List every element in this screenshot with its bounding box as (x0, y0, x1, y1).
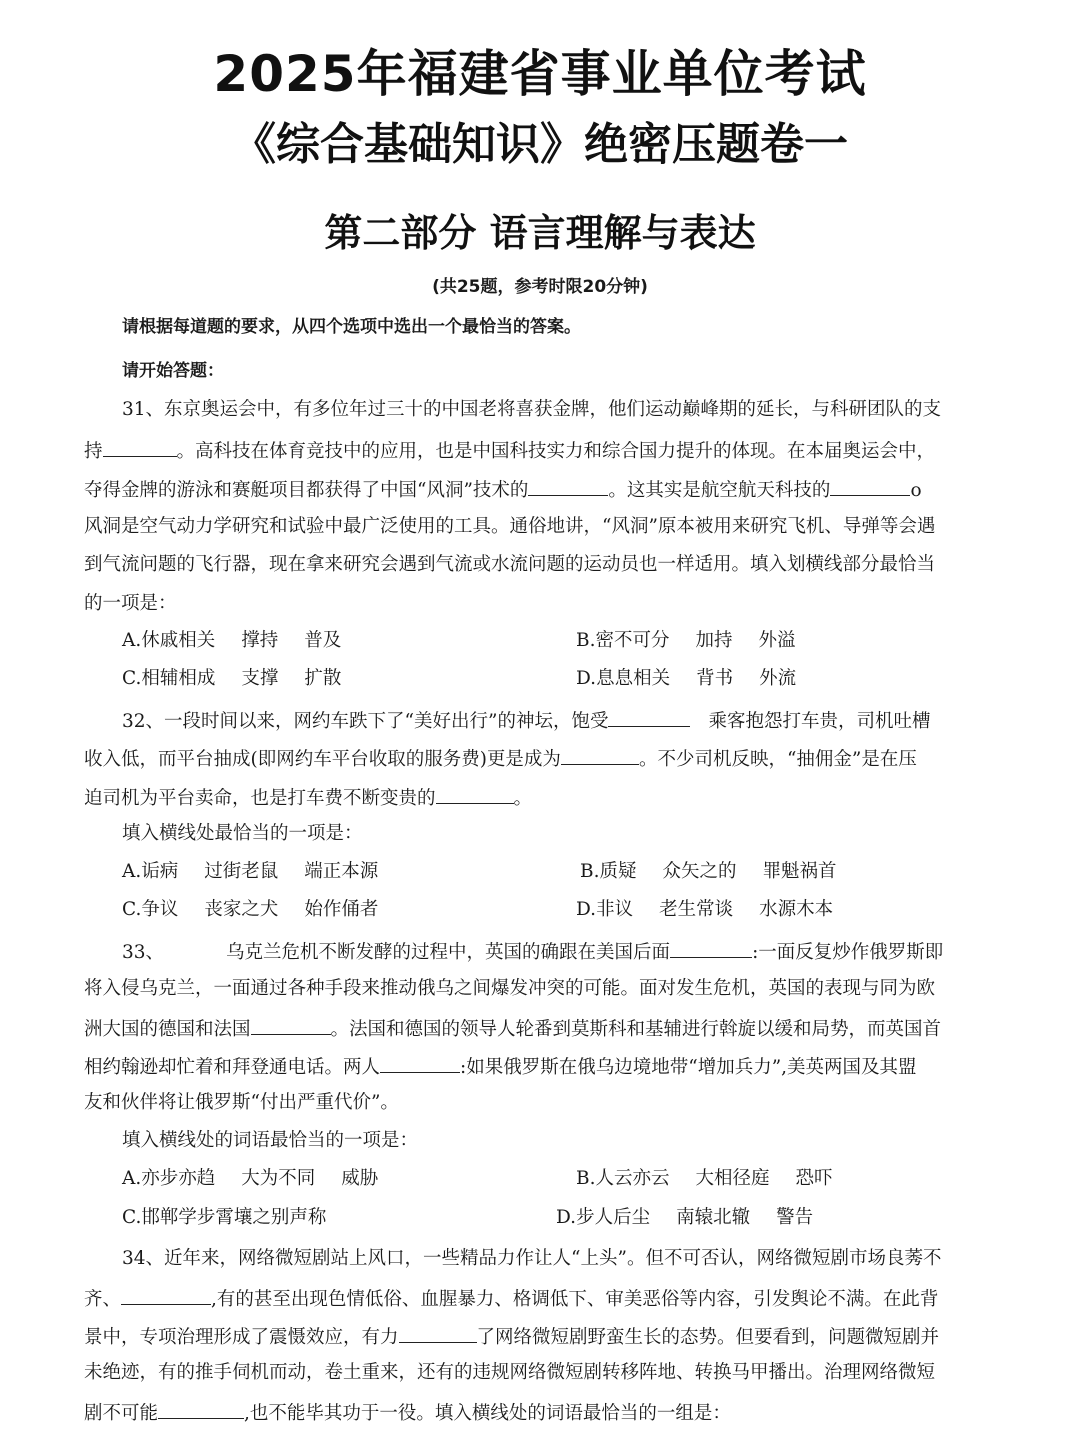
q34-line-4: 未绝迹，有的推手伺机而动，卷土重来，还有的违规网络微短剧转移阵地、转换马甲播出。治理网络微短 (84, 1362, 936, 1383)
answer-blank[interactable] (158, 1398, 244, 1419)
q31-option-b[interactable]: B.密不可分 加持 外溢 (576, 630, 796, 651)
q34-line-2: 齐、 ,有的甚至出现色情低俗、血腥暴力、格调低下、审美恶俗等内容，引发舆论不满。在此背 (84, 1284, 938, 1313)
q32-option-a[interactable]: A.诟病 过街老鼠 端正本源 (122, 861, 379, 882)
answer-blank[interactable] (399, 1322, 477, 1343)
answer-blank[interactable] (436, 783, 514, 804)
start-prompt: 请开始答题： (122, 361, 224, 381)
section-title: 第二部分 语言理解与表达 (324, 211, 756, 255)
paper-subtitle: 《综合基础知识》绝密压题卷一 (232, 119, 848, 170)
q33-line-4: 相约翰逊却忙着和拜登通电话。两人 :如果俄罗斯在俄乌边境地带“增加兵力”,美英两国及其盟 (84, 1052, 917, 1081)
q34-line-1: 34、近年来，网络微短剧站上风口，一些精品力作让人“上头”。但不可否认，网络微短剧市场良莠不 (122, 1248, 942, 1269)
q33-option-b[interactable]: B.人云亦云 大相径庭 恐吓 (576, 1168, 833, 1189)
q31-line-1: 31、东京奥运会中，有多位年过三十的中国老将喜获金牌，他们运动巅峰期的延长，与科研团队的支 (122, 399, 942, 420)
q32-line-2: 收入低，而平台抽成(即网约车平台收取的服务费)更是成为 。不少司机反映，“抽佣金”是在压 (84, 744, 917, 773)
answer-blank[interactable] (103, 436, 177, 457)
q31-line-3: 夺得金牌的游泳和赛艇项目都获得了中国“风洞”技术的 。这其实是航空航天科技的 o (84, 475, 922, 504)
answer-blank[interactable] (561, 744, 639, 765)
q34-line-5: 剧不可能 ,也不能毕其功于一役。填入横线处的词语最恰当的一组是： (84, 1398, 731, 1427)
q31-line-2: 持 。高科技在体育竞技中的应用，也是中国科技实力和综合国力提升的体现。在本届奥运会中， (84, 436, 935, 465)
q32-prompt: 填入横线处最恰当的一项是： (122, 823, 363, 844)
q31-line-5: 到气流问题的飞行器，现在拿来研究会遇到气流或水流问题的运动员也一样适用。填入划横线部分最恰当 (84, 554, 936, 575)
q33-line-2: 将入侵乌克兰，一面通过各种手段来推动俄乌之间爆发冲突的可能。面对发生危机，英国的表现与同为欧 (84, 978, 936, 999)
q32-line-1: 32、一段时间以来，网约车跌下了“美好出行”的神坛，饱受 乘客抱怨打车贵，司机吐槽 (122, 706, 930, 735)
q31-option-d[interactable]: D.息息相关 背书 外流 (576, 668, 797, 689)
q33-line-3: 洲大国的德国和法国 。法国和德国的领导人轮番到莫斯科和基辅进行斡旋以缓和局势，而英国首 (84, 1014, 941, 1043)
answer-blank[interactable] (528, 475, 608, 496)
q31-line-6: 的一项是： (84, 593, 177, 614)
q33-line-5: 友和伙伴将让俄罗斯“付出严重代价”。 (84, 1092, 399, 1113)
q31-option-c[interactable]: C.相辅相成 支撑 扩散 (122, 668, 342, 689)
q33-option-a[interactable]: A.亦步亦趋 大为不同 威胁 (122, 1168, 379, 1189)
q34-line-3: 景中，专项治理形成了震慑效应，有力 了网络微短剧野蛮生长的态势。但要看到，问题微短剧并 (84, 1322, 939, 1351)
q33-option-c[interactable]: C.邯郸学步霄壤之别声称 (122, 1207, 327, 1228)
q32-option-c[interactable]: C.争议 丧家之犬 始作俑者 (122, 899, 379, 920)
answer-blank[interactable] (251, 1014, 331, 1035)
q32-line-3: 迫司机为平台卖命，也是打车费不断变贵的 。 (84, 783, 532, 812)
instruction-line: 请根据每道题的要求，从四个选项中选出一个最恰当的答案。 (122, 317, 581, 337)
q33-prompt: 填入横线处的词语最恰当的一项是： (122, 1130, 419, 1151)
exam-title: 2025年福建省事业单位考试 (213, 45, 867, 103)
answer-blank[interactable] (121, 1284, 211, 1305)
q33-line-1: 33、 乌克兰危机不断发酵的过程中，英国的确跟在美国后面 :一面反复炒作俄罗斯即 (122, 937, 943, 966)
q32-option-b[interactable]: B.质疑 众矢之的 罪魁祸首 (580, 861, 837, 882)
answer-blank[interactable] (830, 475, 910, 496)
answer-blank[interactable] (380, 1052, 460, 1073)
q31-line-4: 风洞是空气动力学研究和试验中最广泛使用的工具。通俗地讲，“风洞”原本被用来研究飞机、导弹等会遇 (84, 516, 936, 537)
q31-option-a[interactable]: A.休戚相关 撑持 普及 (122, 630, 342, 651)
section-note: (共25题，参考时限20分钟) (432, 277, 648, 297)
answer-blank[interactable] (670, 937, 752, 958)
q33-option-d[interactable]: D.步人后尘 南辕北辙 警告 (556, 1207, 814, 1228)
answer-blank[interactable] (608, 706, 690, 727)
q32-option-d[interactable]: D.非议 老生常谈 水源木本 (576, 899, 834, 920)
